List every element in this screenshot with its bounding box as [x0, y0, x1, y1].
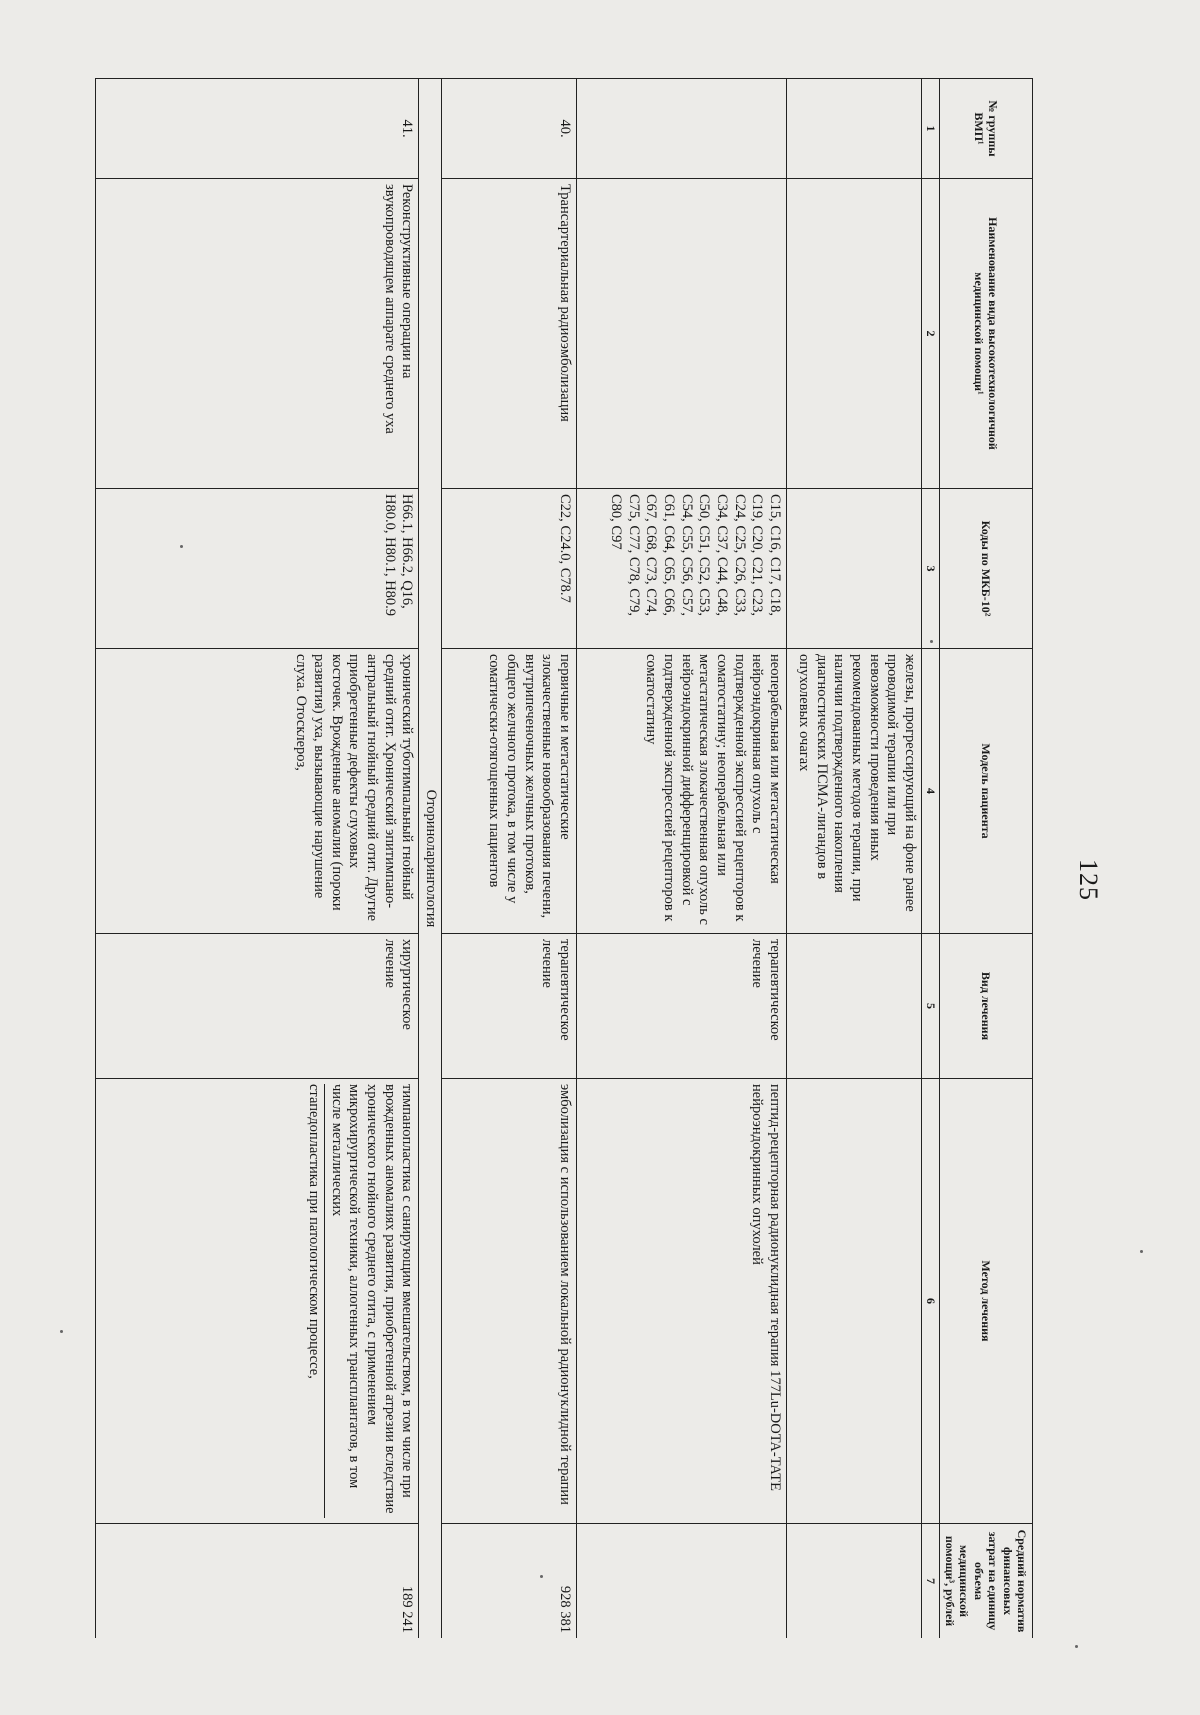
cell-group: 41.: [96, 79, 419, 179]
cell-model: первичные и метастатические злокачественные новообразования печени, внутрипеченочных желчных протоков, общего желчного протока, в том числе у соматически-отягощенных пациентов: [442, 649, 577, 934]
scan-speck: [1075, 1645, 1078, 1648]
cell-name: [787, 179, 922, 489]
header-treatment-method: Метод лечения: [939, 1079, 1032, 1524]
colnum-6: 6: [922, 1079, 940, 1524]
cell-treatment: терапевтическое лечение: [442, 934, 577, 1079]
header-cost: Средний норматив финансовых затрат на единицу объема медицинской помощи³, рублей: [939, 1524, 1032, 1639]
cell-cost: 928 381: [442, 1524, 577, 1639]
scan-speck: [1140, 1250, 1143, 1253]
colnum-1: 1: [922, 79, 940, 179]
cell-cost: [787, 1524, 922, 1639]
cell-method: эмболизация с использованием локальной радионуклидной терапии: [442, 1079, 577, 1524]
cell-codes: C15, C16, C17, C18, C19, C20, C21, C23, C24, C25, C26, C33, C34, C37, C44, C48, C50, C51, C52, C53, C54, C55, C56, C57, C61, C64, C65, C66, C67, C68, C73, C74, C75, C77, C78, C79, C80, C97: [577, 489, 787, 649]
cell-model: хронический туботимпальный гнойный средний отит. Хронический эпитимпано-антральный гнойный средний отит. Другие приобретенные дефекты слуховых косточек. Врожденные аномалии (пороки развития) уха, вызывающие нарушение слуха. Отосклероз,: [96, 649, 419, 934]
vmp-table-frame: [95, 78, 1033, 1638]
cell-group: [577, 79, 787, 179]
header-group-number: № группы ВМП¹: [939, 79, 1032, 179]
table-row: [787, 79, 922, 1639]
cell-cost: 189 241: [96, 1524, 419, 1639]
colnum-7: 7: [922, 1524, 940, 1639]
page-number: 125: [1074, 859, 1103, 901]
cell-group: [787, 79, 922, 179]
method-stapedoplasty: стапедопластика при патологическом процессе,: [305, 1084, 322, 1379]
header-treatment-type: Вид лечения: [939, 934, 1032, 1079]
scan-speck: [540, 1575, 543, 1578]
cell-model: неоперабельная или метастатическая нейроэндокринная опухоль с подтвержденной экспрессией рецепторов к соматостатину; неоперабельная или метастатическая злокачественная опухоль с нейроэндокринной дифференцировкой с подтвержденной экспрессией рецепторов к соматостатину: [577, 649, 787, 934]
cell-codes: [787, 489, 922, 649]
cell-cost: [577, 1524, 787, 1639]
scan-speck: [930, 640, 933, 643]
header-care-type: Наименование вида высокотехнологичной медицинской помощи¹: [939, 179, 1032, 489]
colnum-4: 4: [922, 649, 940, 934]
section-title: Оториноларингология: [419, 79, 442, 1639]
cell-name: [577, 179, 787, 489]
cell-name: Трансартериальная радиоэмболизация: [442, 179, 577, 489]
table-row-41: [96, 79, 419, 1639]
cell-codes: H66.1, H66.2, Q16, H80.0, H80.1, H80.9: [96, 489, 419, 649]
cell-model: железы, прогрессирующий на фоне ранее проводимой терапии или при невозможности проведения иных рекомендованных методов терапии, при наличии подтвержденного накопления диагностических ПСМА-лигандов в опухолевых очагах: [787, 649, 922, 934]
header-row: [939, 79, 1032, 1639]
method-tympanoplasty: тимпанопластика с санирующим вмешательством, в том числе при врожденных аномалиях развития, приобретенной атрезии вследствие хронического гнойного среднего отита, с применением микрохирургической техники, аллогенных трансплантатов, в том числе металлических: [324, 1084, 415, 1518]
colnum-2: 2: [922, 179, 940, 489]
scan-speck: [60, 1330, 63, 1333]
colnum-5: 5: [922, 934, 940, 1079]
cell-method: [96, 1079, 419, 1524]
vmp-table: [95, 78, 1033, 1638]
cell-codes: C22, C24.0, C78.7: [442, 489, 577, 649]
cell-method: [787, 1079, 922, 1524]
table-row-40: [442, 79, 577, 1639]
section-header-row: [419, 79, 442, 1639]
cell-treatment: терапевтическое лечение: [577, 934, 787, 1079]
cell-treatment: хирургическое лечение: [96, 934, 419, 1079]
scan-speck: [180, 545, 183, 548]
cell-name: Реконструктивные операции на звукопроводящем аппарате среднего уха: [96, 179, 419, 489]
colnum-3: 3: [922, 489, 940, 649]
header-icd-codes: Коды по МКБ-10²: [939, 489, 1032, 649]
cell-method: пептид-рецепторная радионуклидная терапия 177Lu-DOTA-TATE нейроэндокринных опухолей: [577, 1079, 787, 1524]
rotated-table-content: [95, 78, 1033, 1638]
table-row: [577, 79, 787, 1639]
cell-group: 40.: [442, 79, 577, 179]
cell-treatment: [787, 934, 922, 1079]
header-patient-model: Модель пациента: [939, 649, 1032, 934]
column-number-row: [922, 79, 940, 1639]
